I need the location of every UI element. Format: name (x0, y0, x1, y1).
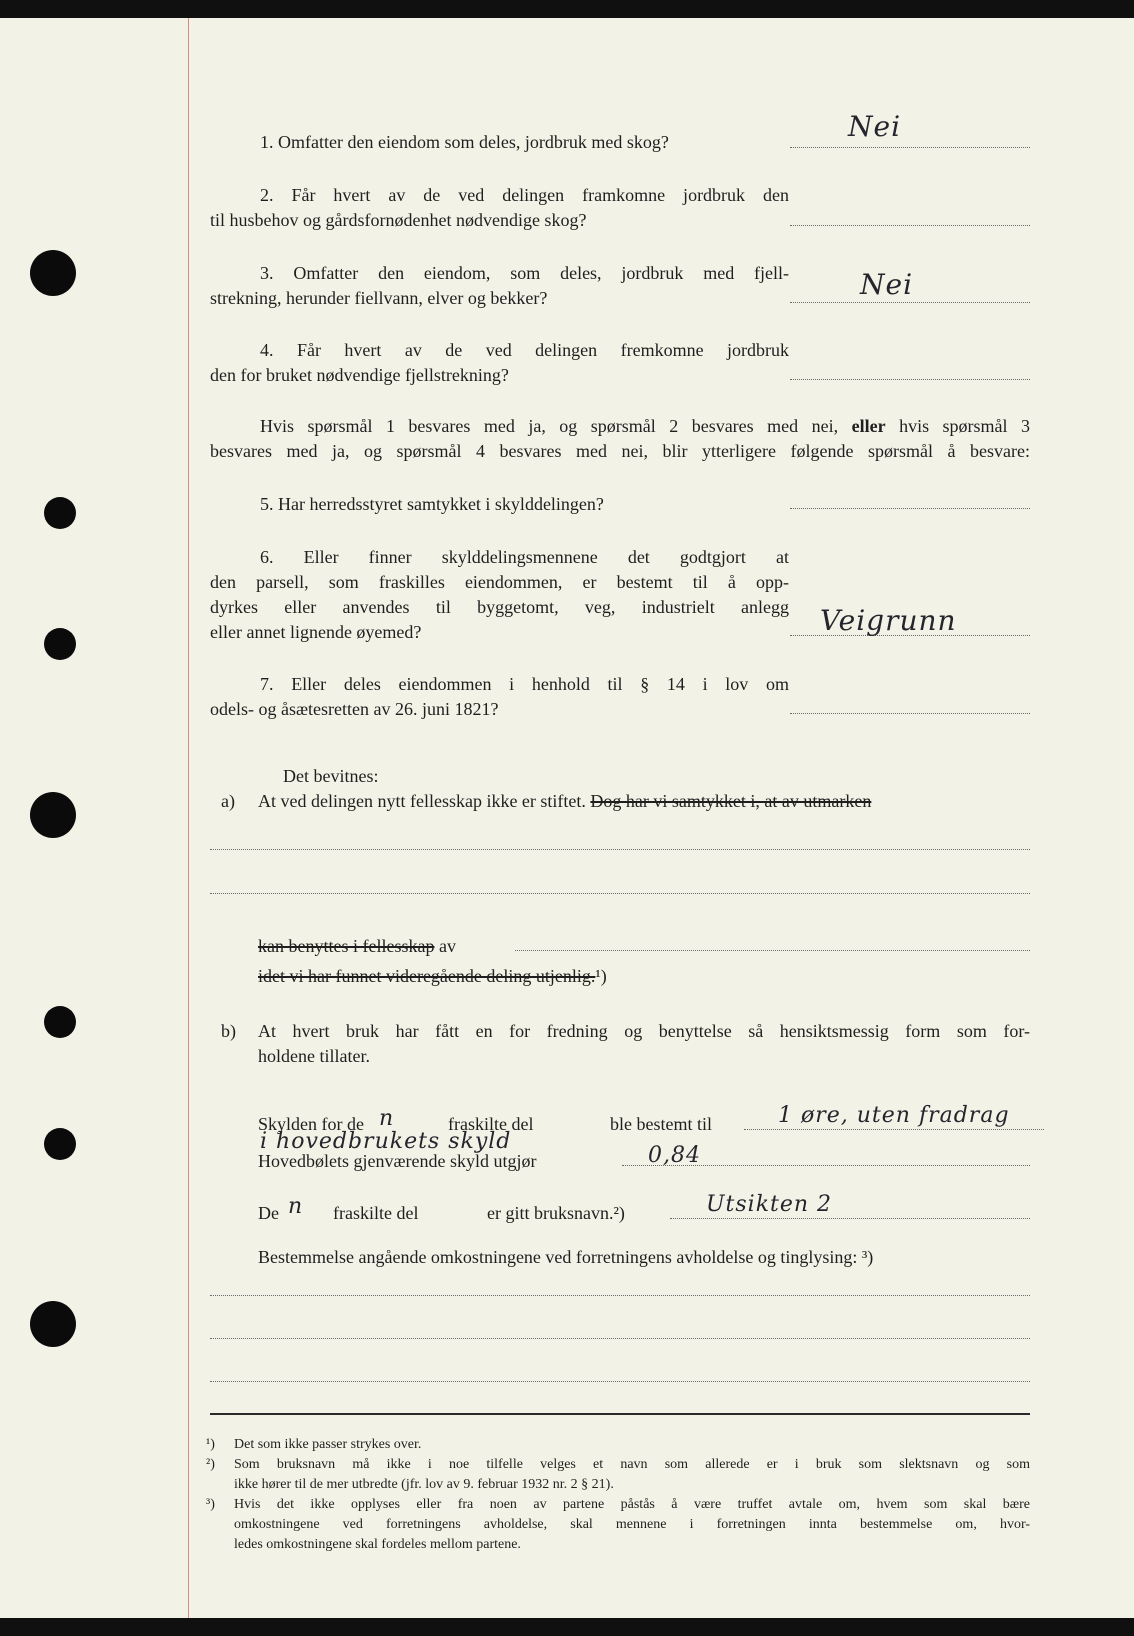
testify-a-line-4: idet vi har funnet videregående deling utjenlig.¹) (258, 966, 607, 986)
question-7-line-1: 7. Eller deles eiendommen i henhold til § 14 i lov om (260, 674, 789, 694)
punch-hole (44, 628, 76, 660)
testify-heading: Det bevitnes: (283, 766, 379, 786)
condition-line-2: besvares med ja, og spørsmål 4 besvares med nei, blir ytterligere følgende spørsmål å besvare: (210, 441, 1030, 461)
answer-line-7 (790, 713, 1030, 714)
question-6-line-4: eller annet lignende øyemed? (210, 622, 422, 642)
question-7-line-2: odels- og åsætesretten av 26. juni 1821? (210, 699, 499, 719)
blank-line (210, 893, 1030, 894)
punch-hole (44, 1128, 76, 1160)
bruksnavn-label-c: er gitt bruksnavn.²) (487, 1203, 625, 1223)
answer-line-3 (790, 302, 1030, 303)
question-6-line-1: 6. Eller finner skylddelingsmennene det godtgjort at (260, 547, 789, 567)
question-6-line-3: dyrkes eller anvendes til byggetomt, veg, industrielt anlegg (210, 597, 789, 617)
question-2-line-2: til husbehov og gårdsfornødenhet nødvendige skog? (210, 210, 587, 230)
bestemmelse-label: Bestemmelse angående omkostningene ved forretningens avholdelse og tinglysing: ³) (258, 1247, 874, 1267)
testify-a-marker: a) (221, 791, 235, 811)
skyld-label-c: ble bestemt til (610, 1114, 712, 1134)
hovedbol-label: Hovedbølets gjenværende skyld utgjør (258, 1151, 537, 1171)
question-3-line-1: 3. Omfatter den eiendom, som deles, jordbruk med fjell- (260, 263, 789, 283)
bruksnavn-handwritten-n: n (288, 1194, 304, 1219)
blank-line (210, 849, 1030, 850)
punch-hole (30, 792, 76, 838)
answer-line-5 (790, 508, 1030, 509)
question-4-line-2: den for bruket nødvendige fjellstrekning? (210, 365, 509, 385)
skyld-label-a: Skylden for de (258, 1114, 364, 1134)
skyld-handwritten-n: n (379, 1106, 395, 1131)
struck-text: Dog har vi samtykket i, at av utmarken (590, 791, 872, 811)
struck-text: idet vi har funnet videregående deling utjenlig. (258, 966, 596, 986)
condition-line-1: Hvis spørsmål 1 besvares med ja, og spørsmål 2 besvares med nei, eller hvis spørsmål 3 (260, 416, 1031, 436)
question-5: 5. Har herredsstyret samtykket i skylddelingen? (260, 494, 604, 514)
answer-6-handwritten: Veigrunn (820, 604, 957, 637)
skyld-value-handwritten: 1 øre, uten fradrag (778, 1103, 1010, 1128)
answer-1-handwritten: Nei (848, 110, 902, 143)
question-3-line-2: strekning, herunder fiellvann, elver og bekker? (210, 288, 548, 308)
skyld-value-handwritten-continued: i hovedbrukets skyld (260, 1129, 512, 1154)
testify-b-marker: b) (221, 1021, 236, 1041)
testify-b-line-2: holdene tillater. (258, 1046, 370, 1066)
footnote-3: ³) Hvis det ikke opplyses eller fra noen av partene påstås å være truffet avtale om, hvem som skal bære omkostningene ved forretningens avholdelse, skal mennene i forretningen innta bestemmelse om, hvor- ledes omkostningene skal fordeles mellom partene. (206, 1497, 1030, 1552)
bruksnavn-label-b: fraskilte del (333, 1203, 419, 1223)
testify-a-line-1: At ved delingen nytt fellesskap ikke er stiftet. Dog har vi samtykket i, at av utmarken (258, 791, 872, 811)
footnote-1: ¹) Det som ikke passer strykes over. (206, 1437, 422, 1452)
blank-line (210, 1381, 1030, 1382)
question-6-line-2: den parsell, som fraskilles eiendommen, er bestemt til å opp- (210, 572, 789, 592)
footnote-2: ²) Som bruksnavn må ikke i noe tilfelle velges et navn som allerede er i bruk som slektsnavn og som ikke hører til de mer utbredte (jfr. lov av 9. februar 1932 nr. 2 § 21). (206, 1457, 1030, 1492)
punch-hole (44, 1006, 76, 1038)
testify-b-line-1: At hvert bruk har fått en for fredning og benyttelse så hensiktsmessig form som for- (258, 1021, 1030, 1041)
bruksnavn-label-a: De (258, 1203, 279, 1223)
answer-3-handwritten: Nei (860, 268, 914, 301)
answer-line-1 (790, 147, 1030, 148)
footnote-rule (210, 1413, 1030, 1415)
punch-hole (44, 497, 76, 529)
hovedbol-value-handwritten: 0,84 (648, 1143, 701, 1168)
blank-line (210, 1295, 1030, 1296)
blank-line (210, 1338, 1030, 1339)
punch-hole (30, 250, 76, 296)
bruksnavn-value-handwritten: Utsikten 2 (706, 1192, 833, 1217)
question-1: 1. Omfatter den eiendom som deles, jordbruk med skog? (260, 132, 669, 152)
punch-hole (30, 1301, 76, 1347)
testify-a-line-3: kan benyttes i fellesskap av (258, 936, 456, 956)
skyld-label-b: fraskilte del (448, 1114, 534, 1134)
answer-line-4 (790, 379, 1030, 380)
document-page (0, 18, 1134, 1618)
question-4-line-1: 4. Får hvert av de ved delingen fremkomne jordbruk (260, 340, 789, 360)
struck-text: kan benyttes i fellesskap (258, 936, 435, 956)
margin-rule (188, 18, 189, 1618)
blank-line (515, 950, 1030, 951)
answer-line-2 (790, 225, 1030, 226)
question-2-line-1: 2. Får hvert av de ved delingen framkomne jordbruk den (260, 185, 789, 205)
